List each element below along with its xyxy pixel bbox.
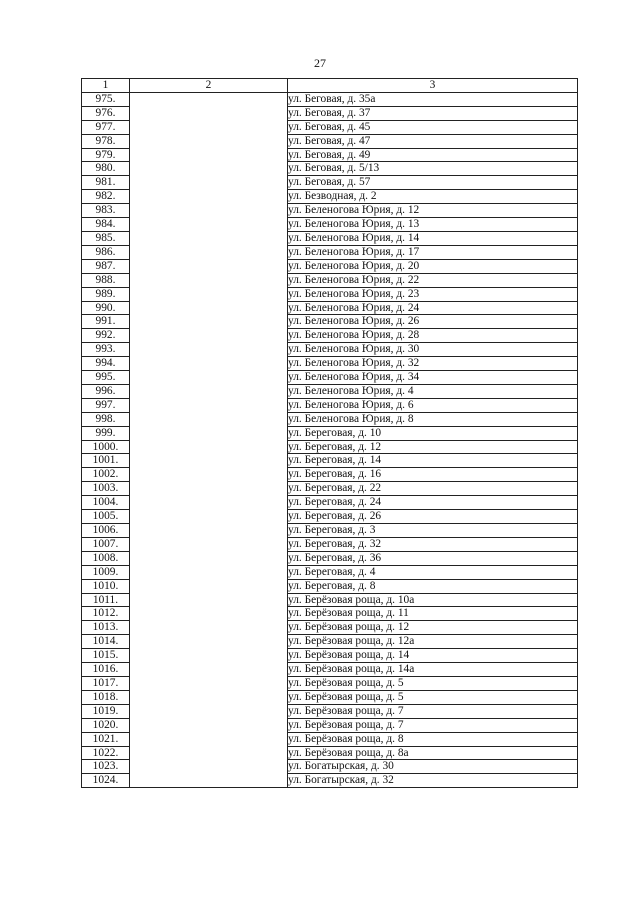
row-number: 996. — [82, 384, 130, 398]
row-number: 1023. — [82, 760, 130, 774]
row-number: 1002. — [82, 468, 130, 482]
address-cell: ул. Берёзовая роща, д. 5 — [288, 690, 578, 704]
row-number: 992. — [82, 329, 130, 343]
row-number: 1024. — [82, 774, 130, 788]
row-number: 995. — [82, 371, 130, 385]
row-number: 983. — [82, 204, 130, 218]
row-number: 1006. — [82, 524, 130, 538]
address-cell: ул. Беленогова Юрия, д. 32 — [288, 357, 578, 371]
table-row — [82, 92, 578, 106]
row-number: 997. — [82, 398, 130, 412]
row-number: 988. — [82, 273, 130, 287]
row-number: 1008. — [82, 551, 130, 565]
row-number: 1021. — [82, 732, 130, 746]
row-number: 990. — [82, 301, 130, 315]
address-cell: ул. Берёзовая роща, д. 14а — [288, 663, 578, 677]
address-cell: ул. Беговая, д. 37 — [288, 106, 578, 120]
address-cell: ул. Берёзовая роща, д. 14 — [288, 649, 578, 663]
address-cell: ул. Безводная, д. 2 — [288, 190, 578, 204]
address-cell: ул. Беговая, д. 35а — [288, 92, 578, 106]
address-cell: ул. Береговая, д. 36 — [288, 551, 578, 565]
address-cell: ул. Беговая, д. 57 — [288, 176, 578, 190]
address-cell: ул. Береговая, д. 16 — [288, 468, 578, 482]
address-cell: ул. Берёзовая роща, д. 8а — [288, 746, 578, 760]
address-cell: ул. Беговая, д. 47 — [288, 134, 578, 148]
row-number: 981. — [82, 176, 130, 190]
row-number: 993. — [82, 343, 130, 357]
row-number: 1022. — [82, 746, 130, 760]
address-cell: ул. Береговая, д. 10 — [288, 426, 578, 440]
address-cell: ул. Береговая, д. 3 — [288, 524, 578, 538]
address-cell: ул. Береговая, д. 12 — [288, 440, 578, 454]
address-cell: ул. Беленогова Юрия, д. 14 — [288, 231, 578, 245]
column-header-3: 3 — [288, 79, 578, 93]
address-cell: ул. Береговая, д. 4 — [288, 565, 578, 579]
column-header-1: 1 — [82, 79, 130, 93]
address-cell: ул. Берёзовая роща, д. 7 — [288, 718, 578, 732]
address-cell: ул. Беленогова Юрия, д. 34 — [288, 371, 578, 385]
row-number: 987. — [82, 259, 130, 273]
address-cell: ул. Беленогова Юрия, д. 8 — [288, 412, 578, 426]
row-number: 977. — [82, 120, 130, 134]
row-number: 1016. — [82, 663, 130, 677]
row-number: 1005. — [82, 510, 130, 524]
row-number: 986. — [82, 245, 130, 259]
table-body — [82, 92, 578, 787]
address-cell: ул. Беленогова Юрия, д. 24 — [288, 301, 578, 315]
row-number: 999. — [82, 426, 130, 440]
address-cell: ул. Беленогова Юрия, д. 23 — [288, 287, 578, 301]
address-cell: ул. Беленогова Юрия, д. 30 — [288, 343, 578, 357]
address-cell: ул. Береговая, д. 24 — [288, 496, 578, 510]
table-header-row — [82, 79, 578, 93]
address-cell: ул. Беленогова Юрия, д. 20 — [288, 259, 578, 273]
row-number: 1017. — [82, 676, 130, 690]
row-number: 978. — [82, 134, 130, 148]
address-cell: ул. Берёзовая роща, д. 5 — [288, 676, 578, 690]
column-header-2: 2 — [130, 79, 288, 93]
empty-column-cell — [130, 92, 288, 787]
row-number: 989. — [82, 287, 130, 301]
address-cell: ул. Береговая, д. 26 — [288, 510, 578, 524]
address-cell: ул. Беговая, д. 5/13 — [288, 162, 578, 176]
row-number: 1018. — [82, 690, 130, 704]
address-cell: ул. Берёзовая роща, д. 8 — [288, 732, 578, 746]
row-number: 979. — [82, 148, 130, 162]
row-number: 1011. — [82, 593, 130, 607]
row-number: 991. — [82, 315, 130, 329]
row-number: 994. — [82, 357, 130, 371]
address-cell: ул. Беленогова Юрия, д. 6 — [288, 398, 578, 412]
address-cell: ул. Береговая, д. 14 — [288, 454, 578, 468]
address-cell: ул. Беленогова Юрия, д. 28 — [288, 329, 578, 343]
page-number: 27 — [314, 56, 326, 70]
address-cell: ул. Берёзовая роща, д. 12а — [288, 635, 578, 649]
address-cell: ул. Береговая, д. 32 — [288, 537, 578, 551]
address-cell: ул. Беленогова Юрия, д. 22 — [288, 273, 578, 287]
row-number: 1013. — [82, 621, 130, 635]
address-cell: ул. Берёзовая роща, д. 11 — [288, 607, 578, 621]
row-number: 1010. — [82, 579, 130, 593]
address-cell: ул. Берёзовая роща, д. 10а — [288, 593, 578, 607]
address-cell: ул. Богатырская, д. 32 — [288, 774, 578, 788]
row-number: 980. — [82, 162, 130, 176]
address-cell: ул. Беленогова Юрия, д. 4 — [288, 384, 578, 398]
address-cell: ул. Берёзовая роща, д. 12 — [288, 621, 578, 635]
row-number: 1014. — [82, 635, 130, 649]
row-number: 998. — [82, 412, 130, 426]
row-number: 1020. — [82, 718, 130, 732]
address-cell: ул. Беленогова Юрия, д. 17 — [288, 245, 578, 259]
address-cell: ул. Беленогова Юрия, д. 12 — [288, 204, 578, 218]
address-cell: ул. Берёзовая роща, д. 7 — [288, 704, 578, 718]
address-table — [81, 78, 578, 788]
row-number: 976. — [82, 106, 130, 120]
row-number: 1000. — [82, 440, 130, 454]
row-number: 1003. — [82, 482, 130, 496]
row-number: 1007. — [82, 537, 130, 551]
row-number: 1001. — [82, 454, 130, 468]
row-number: 1004. — [82, 496, 130, 510]
address-cell: ул. Беговая, д. 49 — [288, 148, 578, 162]
address-cell: ул. Беленогова Юрия, д. 13 — [288, 218, 578, 232]
row-number: 1009. — [82, 565, 130, 579]
row-number: 1019. — [82, 704, 130, 718]
row-number: 975. — [82, 92, 130, 106]
row-number: 982. — [82, 190, 130, 204]
address-cell: ул. Беленогова Юрия, д. 26 — [288, 315, 578, 329]
row-number: 985. — [82, 231, 130, 245]
address-cell: ул. Береговая, д. 8 — [288, 579, 578, 593]
address-cell: ул. Беговая, д. 45 — [288, 120, 578, 134]
row-number: 1015. — [82, 649, 130, 663]
row-number: 1012. — [82, 607, 130, 621]
row-number: 984. — [82, 218, 130, 232]
address-cell: ул. Богатырская, д. 30 — [288, 760, 578, 774]
address-cell: ул. Береговая, д. 22 — [288, 482, 578, 496]
